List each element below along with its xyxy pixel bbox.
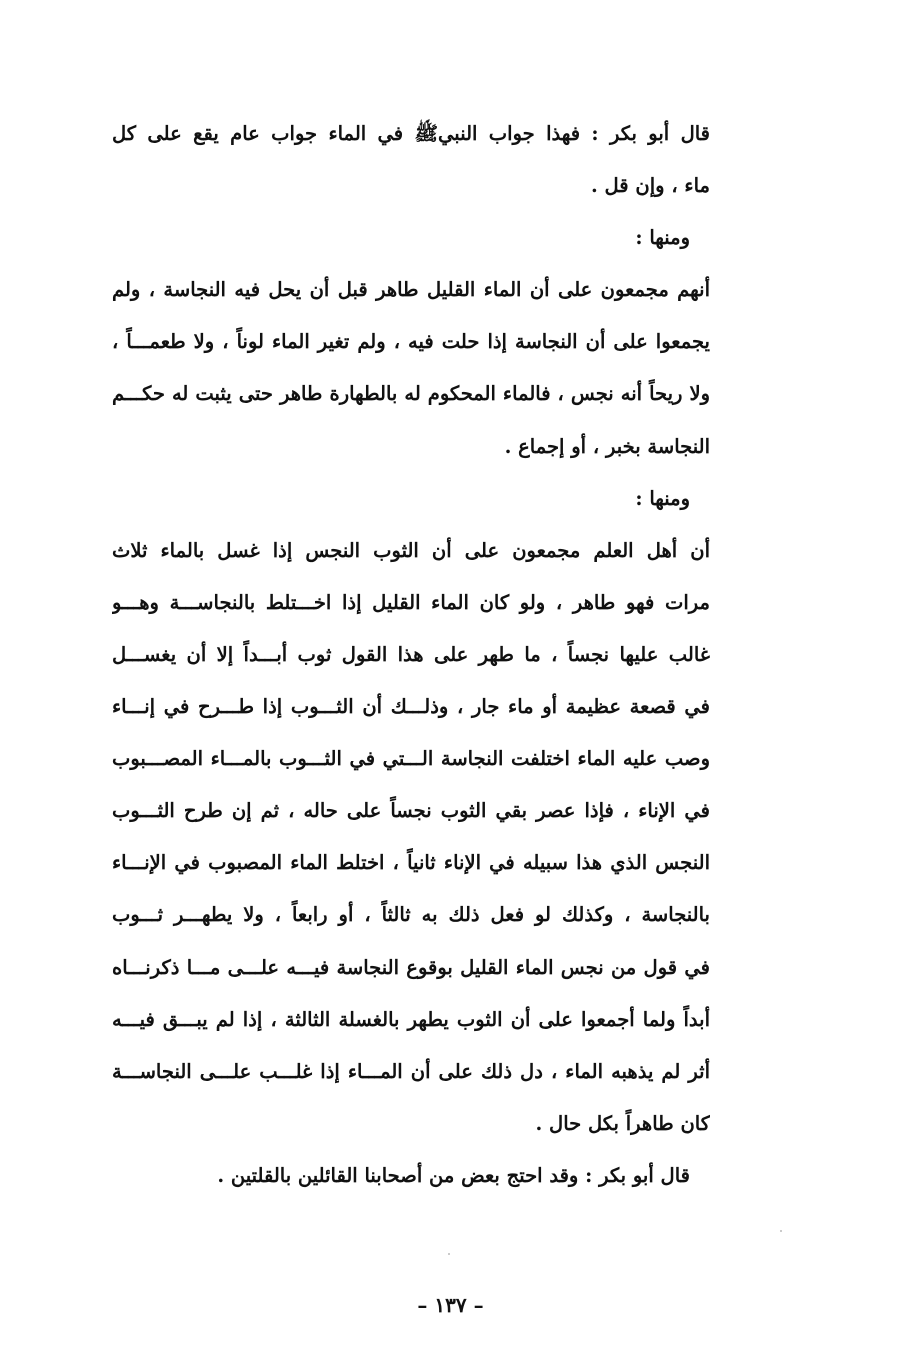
text-line: قال أبو بكر : فهذا جواب النبيﷺ في الماء جواب عام يقع على كل xyxy=(112,122,710,145)
text-line: أن أهل العلم مجمعون على أن الثوب النجس إذا غسل بالماء ثلاث xyxy=(112,538,710,562)
text-line: أبداً ولما أجمعوا على أن الثوب يطهر بالغسلة الثالثة ، إذا لم يبـــق فيـــه xyxy=(112,1007,710,1031)
text-line: بالنجاسة ، وكذلك لو فعل ذلك به ثالثاً ، أو رابعاً ، ولا يطهـــر ثـــوب xyxy=(112,903,710,927)
scan-speck xyxy=(448,1253,450,1255)
text-line: كان طاهراً بكل حال . xyxy=(535,1111,710,1135)
text-line: ماء ، وإن قل . xyxy=(590,174,710,198)
scan-speck xyxy=(780,1230,782,1232)
text-line: وصب عليه الماء اختلفت النجاسة الـــتي في الثـــوب بالمـــاء المصـــبوب xyxy=(112,747,710,771)
section-heading: ومنها : xyxy=(635,486,690,510)
text-line: غالب عليها نجساً ، ما طهر على هذا القول ثوب أبـــداً إلا أن يغســـل xyxy=(112,642,710,666)
text-line: النجس الذي هذا سبيله في الإناء ثانياً ، اختلط الماء المصبوب في الإنـــاء xyxy=(112,851,710,875)
text-line: أنهم مجمعون على أن الماء القليل طاهر قبل أن يحل فيه النجاسة ، ولم xyxy=(112,278,710,302)
text-line: في قصعة عظيمة أو ماء جار ، وذلـــك أن الثـــوب إذا طـــرح في إنـــاء xyxy=(112,695,710,719)
text-line: في قول من نجس الماء القليل بوقوع النجاسة فيـــه علـــى مـــا ذكرنـــاه xyxy=(112,955,710,979)
text-line: النجاسة بخبر ، أو إجماع . xyxy=(504,434,710,458)
text-line: ولا ريحاً أنه نجس ، فالماء المحكوم له بالطهارة طاهر حتى يثبت له حكـــم xyxy=(112,382,710,406)
body-text xyxy=(112,108,710,1202)
section-heading: ومنها : xyxy=(635,226,690,250)
text-line: في الإناء ، فإذا عصر بقي الثوب نجساً على حاله ، ثم إن طرح الثـــوب xyxy=(112,799,710,823)
text-line: قال أبو بكر : وقد احتج بعض من أصحابنا القائلين بالقلتين . xyxy=(217,1163,690,1187)
text-line: مرات فهو طاهر ، ولو كان الماء القليل إذا اخـــتلط بالنجاســـة وهـــو xyxy=(112,590,710,614)
text-line: يجمعوا على أن النجاسة إذا حلت فيه ، ولم تغير الماء لوناً ، ولا طعمـــاً ، xyxy=(112,330,710,354)
text-line: أثر لم يذهبه الماء ، دل ذلك على أن المـــاء إذا غلـــب علـــى النجاســـة xyxy=(112,1059,710,1083)
page-number: – ١٣٧ – xyxy=(417,1293,484,1317)
